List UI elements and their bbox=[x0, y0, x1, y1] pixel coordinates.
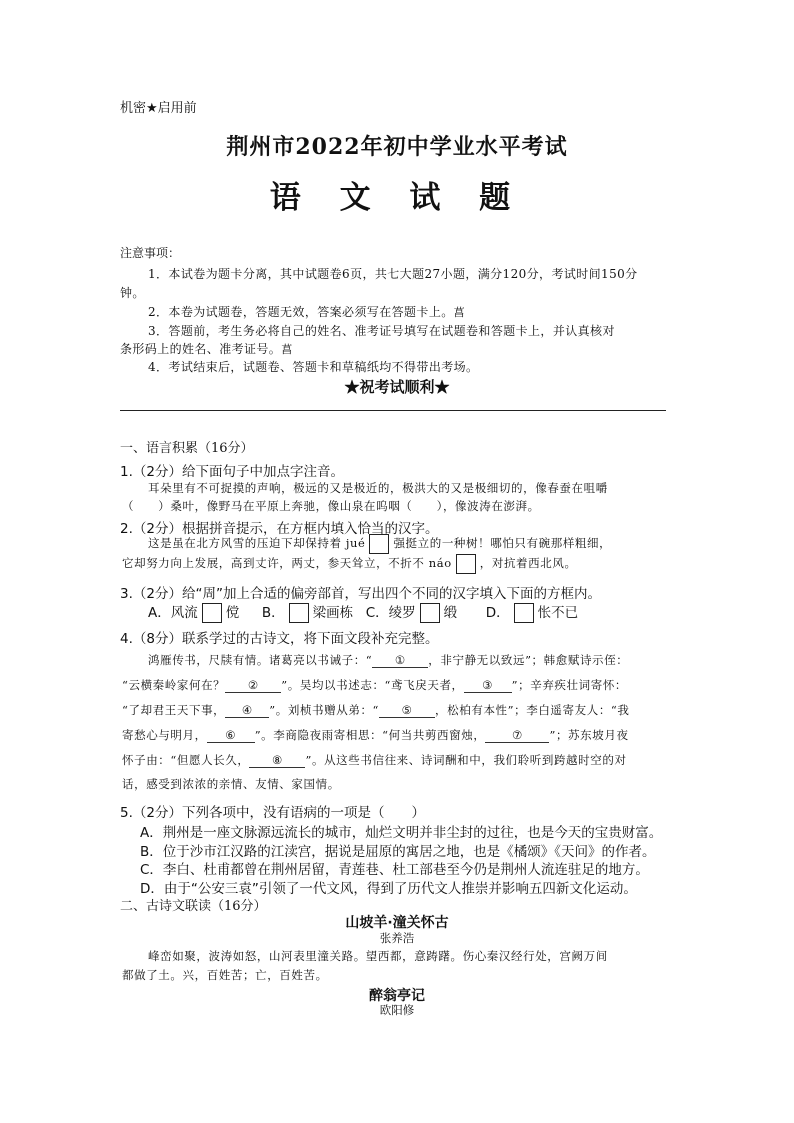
q4-blank-3[interactable]: ③ bbox=[464, 678, 512, 693]
q4-blank-6[interactable]: ⑥ bbox=[207, 728, 255, 743]
q4-blank-2[interactable]: ② bbox=[225, 678, 281, 693]
q4-blank-1[interactable]: ① bbox=[372, 653, 428, 668]
subject-title: 语 文 试 题 bbox=[269, 180, 525, 216]
divider-line bbox=[120, 410, 666, 411]
q4-stem: 4.（8分）联系学过的古诗文，将下面文段补充完整。 bbox=[120, 631, 439, 647]
q5-option-b[interactable]: B．位于沙市江汉路的江渎宫，据说是屈原的寓居之地，也是《橘颂》《天问》的作者。 bbox=[140, 844, 656, 860]
poem-1-author: 张养浩 bbox=[379, 931, 415, 945]
confidential-mark: 机密★启用前 bbox=[120, 101, 197, 116]
poem-1-title: 山坡羊·潼关怀古 bbox=[345, 915, 449, 931]
q3-box-c[interactable] bbox=[420, 603, 440, 623]
q4-line-1: 鸿雁传书，尺牍有情。诸葛亮以书诫子：“ ① ，非宁静无以致远”；韩愈赋诗示侄： bbox=[148, 653, 629, 667]
notes-heading: 注意事项： bbox=[120, 246, 181, 260]
poem-1-line-2: 都做了土。兴，百姓苦；亡，百姓苦。 bbox=[122, 968, 328, 982]
exam-title: 荆州市2022年初中学业水平考试 bbox=[226, 134, 568, 160]
note-3-line-2: 条形码上的姓名、准考证号。菖 bbox=[120, 342, 293, 356]
q3-options: A．风流 傥 B． 梁画栋 C．绫罗 缎 D． 怅不已 bbox=[148, 605, 579, 621]
q4-line-2: “云横秦岭家何在？ ② ”。吴均以书述志：“鸢飞戾天者， ③ ”；辛弃疾壮词寄怀： bbox=[122, 678, 628, 692]
q4-blank-5[interactable]: ⑤ bbox=[379, 703, 435, 718]
q4-line-3: “了却君王天下事， ④ ”。刘桢书赠从弟：“ ⑤ ，松柏有本性”；李白遥寄友人：“我 bbox=[122, 703, 630, 717]
poem-2-author: 欧阳修 bbox=[379, 1003, 415, 1017]
note-2: 2．本卷为试题卷，答题无效，答案必须写在答题卡上。菖 bbox=[148, 305, 466, 319]
q3-stem: 3.（2分）给“周”加上合适的偏旁部首，写出四个不同的汉字填入下面的方框内。 bbox=[120, 586, 601, 602]
q4-line-4: 寄愁心与明月， ⑥ ”。李商隐夜雨寄相思：“何当共剪西窗烛， ⑦ ”；苏东坡月夜 bbox=[122, 728, 629, 742]
q5-option-d[interactable]: D．由于“公安三袁”引领了一代文风，得到了历代文人推崇并影响五四新文化运动。 bbox=[140, 881, 637, 897]
section-1-title: 一、语言积累（16分） bbox=[120, 441, 254, 456]
note-4: 4．考试结束后，试题卷、答题卡和草稿纸均不得带出考场。 bbox=[148, 360, 479, 374]
q2-stem: 2.（2分）根据拼音提示，在方框内填入恰当的汉字。 bbox=[120, 521, 439, 537]
q3-box-b[interactable] bbox=[289, 603, 309, 623]
section-2-title: 二、古诗文联读（16分） bbox=[120, 899, 267, 914]
poem-1-line-1: 峰峦如聚，波涛如怒，山河表里潼关路。望西都，意踌躇。伤心秦汉经行处，宫阙万间 bbox=[148, 949, 608, 963]
q1-line-1: 耳朵里有不可捉摸的声响，极远的又是极近的，极洪大的又是极细切的，像春蚕在咀嚼 bbox=[148, 481, 608, 495]
q2-answer-box-1[interactable] bbox=[369, 534, 389, 554]
q1-line-2: （ ）桑叶，像野马在平原上奔驰，像山泉在呜咽（ ），像波涛在澎湃。 bbox=[122, 499, 540, 513]
q2-line-2: 它却努力向上发展，高到丈许，两丈，参天耸立，不折不 náo ，对抗着西北风。 bbox=[122, 554, 577, 574]
poem-2-title: 醉翁亭记 bbox=[369, 988, 425, 1004]
q4-blank-4[interactable]: ④ bbox=[225, 703, 269, 718]
q4-blank-7[interactable]: ⑦ bbox=[485, 728, 549, 743]
note-3-line-1: 3．答题前，考生务必将自己的姓名、准考证号填写在试题卷和答题卡上，并认真核对 bbox=[148, 324, 615, 338]
q3-box-a[interactable] bbox=[202, 603, 222, 623]
q4-line-5: 怀子由：“但愿人长久， ⑧ ”。从这些书信往来、诗词酬和中，我们聆听到跨越时空的对 bbox=[122, 753, 627, 767]
q4-blank-8[interactable]: ⑧ bbox=[249, 753, 305, 768]
note-1-line-2: 钟。 bbox=[120, 286, 145, 300]
q5-stem: 5.（2分）下列各项中，没有语病的一项是（ ） bbox=[120, 805, 425, 821]
q4-line-6: 话，感受到浓浓的亲情、友情、家国情。 bbox=[122, 777, 340, 791]
q5-option-a[interactable]: A．荆州是一座文脉源远流长的城市，灿烂文明并非尘封的过往，也是今天的宝贵财富。 bbox=[140, 825, 663, 841]
q5-option-c[interactable]: C．李白、杜甫都曾在荆州居留，青莲巷、杜工部巷至今仍是荆州人流连驻足的地方。 bbox=[140, 862, 649, 878]
note-1-line-1: 1．本试卷为题卡分离，其中试题卷6页，共七大题27小题，满分120分，考试时间150分 bbox=[148, 267, 638, 281]
q2-line-1: 这是虽在北方风雪的压迫下却保持着 jué 强挺立的一种树！哪怕只有碗那样粗细， bbox=[148, 534, 611, 554]
good-luck-banner: ★祝考试顺利★ bbox=[344, 378, 450, 396]
q3-box-d[interactable] bbox=[514, 603, 534, 623]
q2-answer-box-2[interactable] bbox=[456, 554, 476, 574]
q1-stem: 1.（2分）给下面句子中加点字注音。 bbox=[120, 464, 344, 480]
